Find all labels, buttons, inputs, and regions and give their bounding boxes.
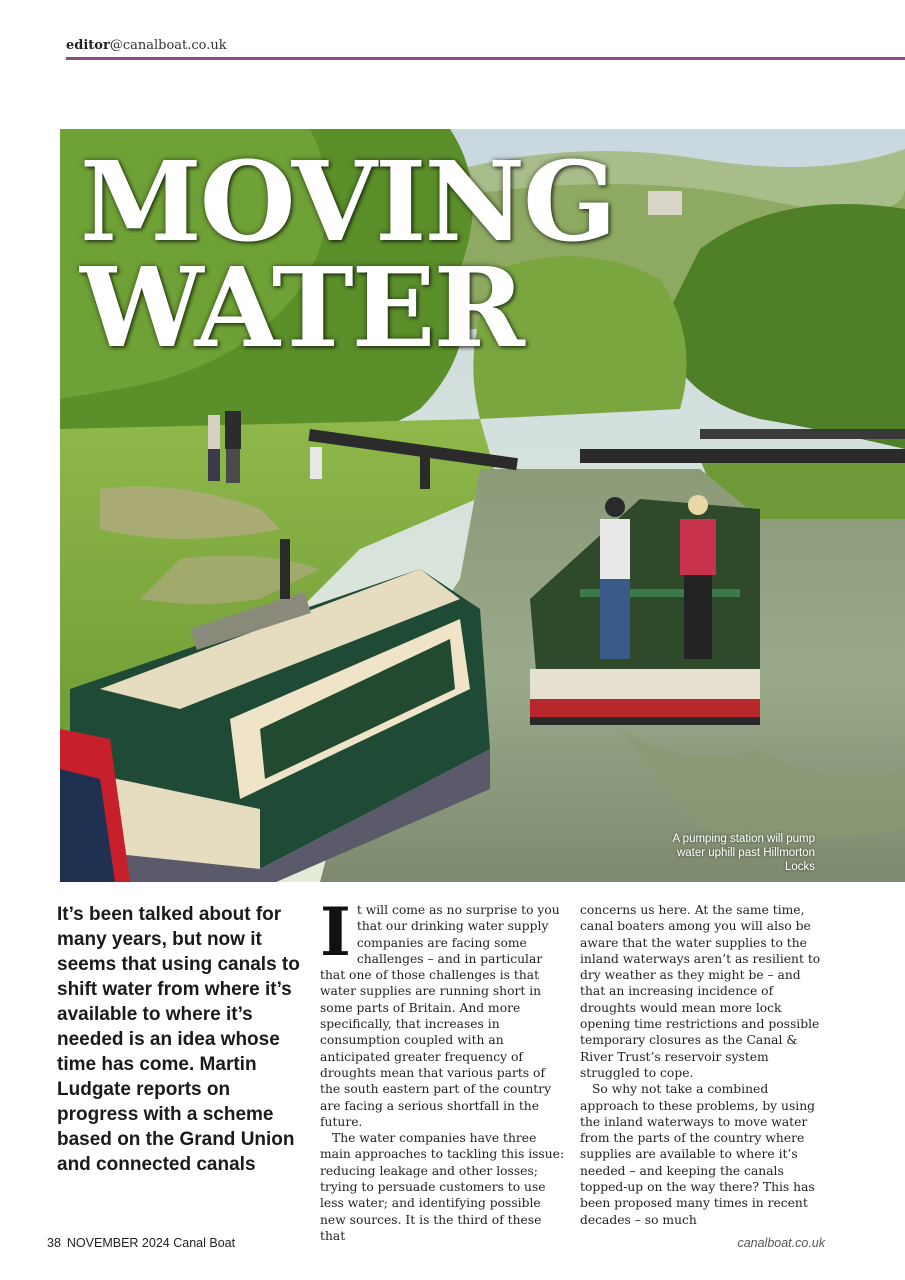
footer-website[interactable]: canalboat.co.uk: [737, 1236, 825, 1250]
body-column-2: [580, 902, 825, 1228]
body-paragraph-2: The water companies have three main approaches to tackling this issue: reducing leakage and other losses; trying to persuade customers to use less water; and identifying possible new sources. It is the third of these that: [320, 1131, 565, 1243]
issue-date: NOVEMBER 2024: [66, 1236, 170, 1250]
drop-cap: I: [320, 893, 351, 971]
page-number: 38: [47, 1236, 61, 1250]
photo-caption: A pumping station will pump water uphill past Hillmorton Locks: [672, 833, 815, 873]
distant-building: [648, 191, 682, 215]
magazine-name: Canal Boat: [173, 1236, 236, 1250]
standfirst: It’s been talked about for many years, but now it seems that using canals to shift water from where it’s available to where it’s needed is an idea whose time has come. Martin Ludgate reports on progress with a scheme based on the Grand Union and connected canals: [57, 904, 300, 1175]
header-email[interactable]: [66, 38, 227, 53]
headline: [80, 137, 615, 372]
hero-photo: [60, 129, 905, 882]
body-paragraph-4: So why not take a combined approach to these problems, by using the inland waterways to move water from the parts of the country where supplies are available to where it’s needed – and keeping the canals topped-up on the way there? This has been proposed many times in recent decades – so much: [580, 1082, 815, 1227]
body-paragraph-1-text: t will come as no surprise to you that our drinking water supply companies are facing some challenges – and in particular that one of those challenges is that water supplies are running short in some parts of Britain. And more specifically, that increases in consumption coupled with an anticipated greater frequency of droughts mean that various parts of the south eastern part of the country are facing a serious shortfall in the future.: [320, 903, 560, 1129]
body-paragraph-3: concerns us here. At the same time, canal boaters among you will also be aware that the water supplies to the inland waterways aren’t as resilient to dry weather as they might be – and that an increasing incidence of droughts would mean more lock opening time restrictions and possible temporary closures as the Canal & River Trust’s reservoir system struggled to cope.: [580, 903, 821, 1080]
email-user: editor: [66, 38, 110, 53]
lock-gate: [580, 449, 905, 463]
email-domain: @canalboat.co.uk: [109, 38, 227, 53]
header-rule: [66, 57, 905, 60]
body-column-1: [320, 893, 565, 1244]
footer-folio: [47, 1236, 235, 1250]
headline-line-2: WATER: [80, 243, 523, 372]
body-paragraph-1: [320, 893, 565, 1130]
headline-line-1: MOVING: [80, 137, 615, 266]
